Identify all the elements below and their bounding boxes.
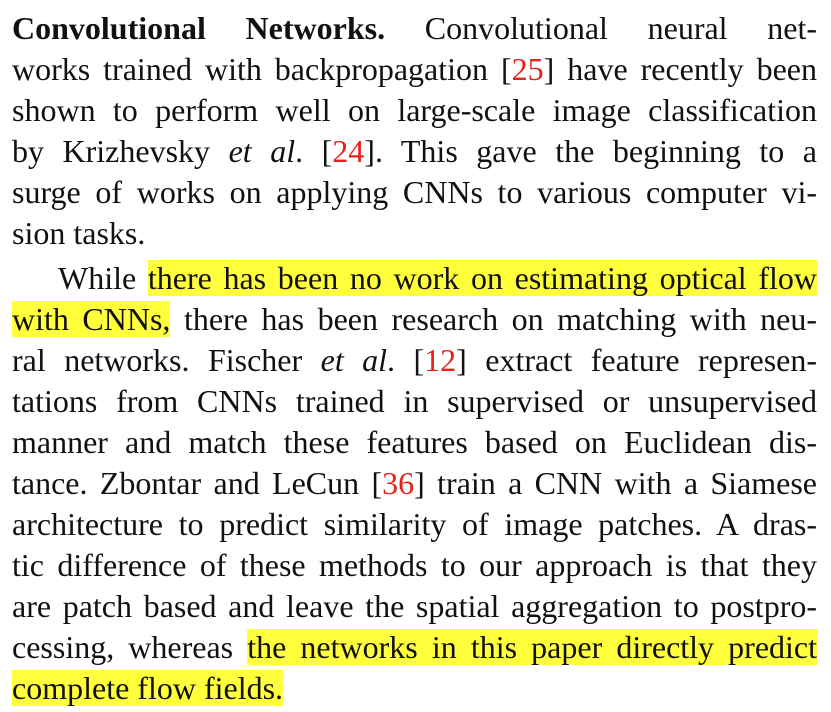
highlighted-text: with CNNs, xyxy=(12,301,171,337)
citation-link[interactable]: 25 xyxy=(511,51,544,87)
text-span: ] train a CNN with a Siamese xyxy=(414,465,818,501)
text-span: ] have recently been xyxy=(543,51,818,87)
text-span: tations from CNNs trained in supervised or unsupervised xyxy=(12,383,817,419)
text-span: . [ xyxy=(295,133,333,169)
p1-line-3 xyxy=(0,90,831,131)
p2-line-9 xyxy=(0,586,831,627)
highlighted-text: complete flow fields. xyxy=(12,670,284,706)
p2-line-1 xyxy=(0,258,831,299)
text-span: Convolutional neural net- xyxy=(424,10,818,46)
p2-line-11 xyxy=(0,668,831,709)
text-span: sion tasks. xyxy=(12,215,146,251)
text-span: there has been research on matching with neu- xyxy=(170,301,818,337)
italic-text: et al xyxy=(320,342,388,378)
highlighted-text: there has been no work on estimating optical flow xyxy=(147,260,818,296)
text-span: While xyxy=(58,260,148,296)
italic-text: et al xyxy=(228,133,296,169)
text-span: are patch based and leave the spatial aggregation to postpro- xyxy=(12,588,817,624)
p2-line-7 xyxy=(0,504,831,545)
p1-line-2 xyxy=(0,49,831,90)
p2-line-8 xyxy=(0,545,831,586)
text-span: . [ xyxy=(387,342,425,378)
section-heading: Convolutional Networks. xyxy=(12,10,386,46)
text-span: surge of works on applying CNNs to various computer vi- xyxy=(12,174,817,210)
text-span: by Krizhevsky xyxy=(12,133,229,169)
text-span: architecture to predict similarity of image patches. A dras- xyxy=(12,506,817,542)
p1-line-1 xyxy=(0,8,831,49)
text-span: shown to perform well on large-scale image classification xyxy=(12,92,817,128)
citation-link[interactable]: 12 xyxy=(424,342,457,378)
citation-link[interactable]: 24 xyxy=(332,133,365,169)
text-span: tance. Zbontar and LeCun [ xyxy=(12,465,383,501)
citation-link[interactable]: 36 xyxy=(382,465,415,501)
p2-line-10 xyxy=(0,627,831,668)
text-span: works trained with backpropagation [ xyxy=(12,51,512,87)
text-span: tic difference of these methods to our approach is that they xyxy=(12,547,817,583)
p2-line-6 xyxy=(0,463,831,504)
text-span: ral networks. Fischer xyxy=(12,342,321,378)
highlighted-text: the networks in this paper directly predict xyxy=(247,629,818,665)
p2-line-4 xyxy=(0,381,831,422)
p1-line-6 xyxy=(0,213,831,254)
p1-line-5 xyxy=(0,172,831,213)
text-span: ]. This gave the beginning to a xyxy=(364,133,818,169)
text-span: ] extract feature represen- xyxy=(456,342,818,378)
p2-line-3 xyxy=(0,340,831,381)
text-span: cessing, whereas xyxy=(12,629,248,665)
p1-line-4 xyxy=(0,131,831,172)
p2-line-5 xyxy=(0,422,831,463)
p2-line-2 xyxy=(0,299,831,340)
text-span: manner and match these features based on Euclidean dis- xyxy=(12,424,817,460)
